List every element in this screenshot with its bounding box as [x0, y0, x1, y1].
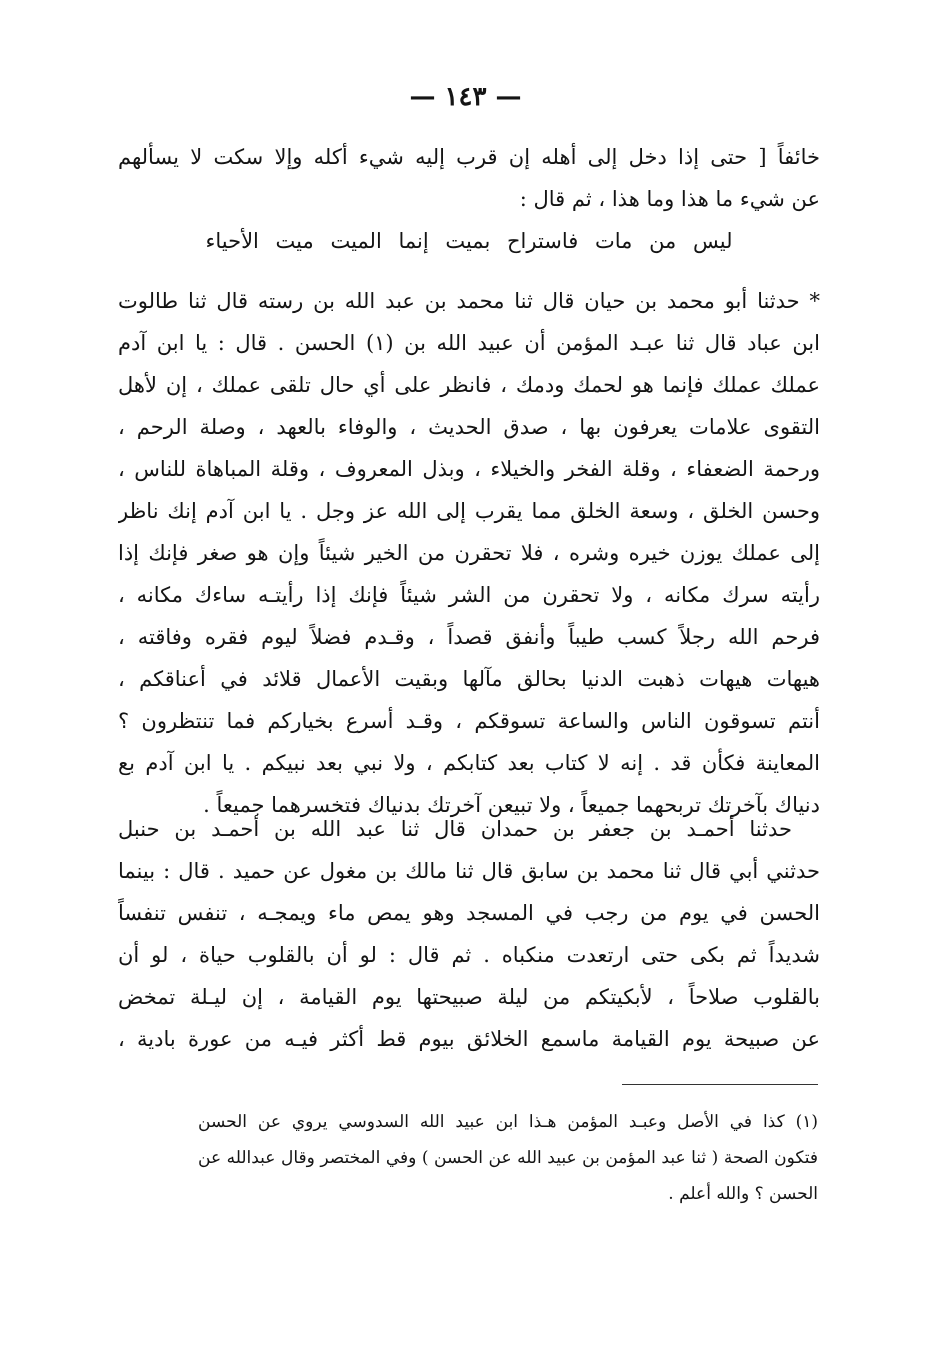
text-line: بالقلوب صلاحاً ، لأبكيتكم من ليلة صبيحتها يوم القيامة ، إن ليـلة تمخض: [118, 985, 820, 1009]
footnotes: [198, 1104, 818, 1212]
text-line: عن صبيحة يوم القيامة ماسمع الخلائق بيوم قط أكثر فيـه من عورة بادية ،: [118, 1027, 820, 1051]
text-line: إلى عملك يوزن خيره وشره ، فلا تحقرن من الخير شيئاً وإن هو صغر فإنك إذا: [118, 541, 820, 565]
text-line: حدثنا أحمـد بن جعفر بن حمدان قال ثنا عبد الله بن أحمـد بن حنبل: [118, 817, 792, 841]
paragraph-hadith-1: [118, 280, 820, 826]
paragraph-continuation: [118, 136, 820, 262]
text-line: عملك عملك فإنما هو لحمك ودمك ، فانظر على أي حال تلقى عملك ، إن لأهل: [118, 373, 820, 397]
poetry-verse: ليس من مات فاستراح بميت إنما الميت ميت الأحياء: [205, 229, 733, 253]
text-line: وحسن الخلق ، وسعة الخلق مما يقرب إلى الله عز وجل . يا ابن آدم إنك ناظر: [118, 499, 820, 523]
footnote-line: الحسن ؟ والله أعلم .: [668, 1184, 818, 1204]
text-line: حدثني أبي قال ثنا محمد بن سابق قال ثنا مالك بن مغول عن حميد . قال : بينما: [118, 859, 820, 883]
text-line: المعاينة فكأن قد . إنه لا كتاب بعد كتابكم ، ولا نبي بعد نبيكم . يا ابن آدم بع: [118, 751, 820, 775]
paragraph-hadith-2: [118, 808, 820, 1060]
footnote-divider: [622, 1084, 818, 1085]
text-line: ورحمة الضعفاء ، وقلة الفخر والخيلاء ، وبذل المعروف ، وقلة المباهاة للناس ،: [118, 457, 820, 481]
text-line: الحسن في يوم من رجب في المسجد وهو يمص ماء ويمجـه ، تنفس تنفساً: [118, 901, 820, 925]
text-line: التقوى علامات يعرفون بها ، صدق الحديث ، والوفاء بالعهد ، وصلة الرحم ،: [118, 415, 820, 439]
text-line: دنياك بآخرتك تربحهما جميعاً ، ولا تبيعن آخرتك بدنياك فتخسرهما جميعاً .: [203, 793, 820, 817]
page-number: — ١٤٣ —: [409, 82, 522, 112]
text-line: رأيته سرك مكانه ، ولا تحقرن من الشر شيئاً فإنك إذا رأيتـه ساءك مكانه ،: [118, 583, 820, 607]
text-line: خائفاً [ حتى إذا دخل إلى أهله إن قرب إليه شيء أكله وإلا سكت لا يسألهم: [118, 145, 820, 169]
text-line: * حدثنا أبو محمد بن حيان قال ثنا محمد بن عبد الله بن رسته قال ثنا طالوت: [118, 289, 820, 313]
text-line: ابن عباد قال ثنا عبـد المؤمن أن عبيد الله بن (١) الحسن . قال : يا ابن آدم: [118, 331, 820, 355]
footnote-line: (١) كذا في الأصل وعبـد المؤمن هـذا ابن عبيد الله السدوسي يروي عن الحسن: [198, 1112, 818, 1132]
text-line: هيهات هيهات ذهبت الدنيا بحالق مآلها وبقيت الأعمال قلائد في أعناقكم ،: [118, 667, 820, 691]
footnote-line: فتكون الصحة ( ثنا عبد المؤمن بن عبيد الله عن الحسن ) وفي المختصر وقال عبدالله عن: [198, 1148, 818, 1168]
text-line: أنتم تسوقون الناس والساعة تسوقكم ، وقـد أسرع بخياركم فما تنتظرون ؟: [118, 709, 820, 733]
text-line: عن شيء ما هذا وما هذا ، ثم قال :: [519, 187, 820, 211]
text-line: شديداً ثم بكى حتى ارتعدت منكباه . ثم قال : لو أن بالقلوب حياة ، لو أن: [118, 943, 820, 967]
text-line: فرحم الله رجلاً كسب طيباً وأنفق قصداً ، وقـدم فضلاً ليوم فقره وفاقته ،: [118, 625, 820, 649]
